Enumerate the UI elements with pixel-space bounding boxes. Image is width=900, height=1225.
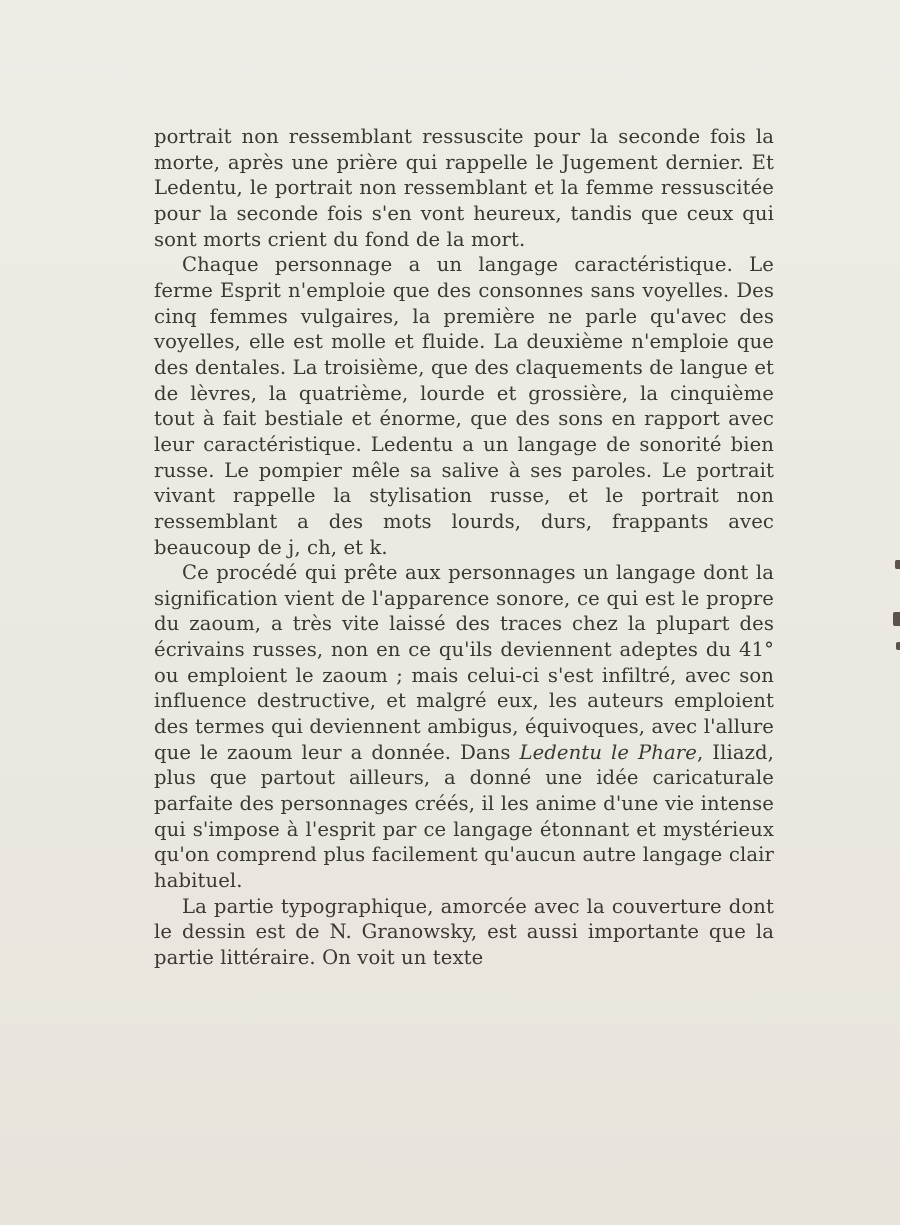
text-run: Ce procédé qui prête aux personnages un langage dont la signification vient de l'apparence sonore, ce qui est le propre du zaoum, a très vite laissé des traces chez la plupart des écrivains russes, non en ce qu'ils deviennent adeptes du 41° ou emploient le zaoum ; mais celui-ci s'est infiltré, avec son influence destructive, et malgré eux, les auteurs emploient des termes qui deviennent ambigus, équivoques, avec l'allure que le zaoum leur a donnée. Dans bbox=[154, 561, 774, 764]
paragraph bbox=[154, 252, 774, 560]
text-run: , Iliazd, plus que partout ailleurs, a donné une idée caricaturale parfaite des personnages créés, il les anime d'une vie intense qui s'impose à l'esprit par ce langage étonnant et mystérieux qu'on comprend plus facilement qu'aucun autre langage clair habituel. bbox=[154, 740, 774, 893]
page-edge-mark bbox=[893, 612, 900, 626]
paragraph bbox=[154, 124, 774, 252]
text-run: portrait non ressemblant ressuscite pour la seconde fois la morte, après une prière qui rappelle le Jugement dernier. Et Ledentu, le portrait non ressemblant et la femme ressuscitée pour la seconde fois s'en vont heureux, tandis que ceux qui sont morts crient du fond de la mort. bbox=[154, 125, 774, 251]
text-run: Chaque personnage a un langage caractéristique. Le ferme Esprit n'emploie que des consonnes sans voyelles. Des cinq femmes vulgaires, la première ne parle qu'avec des voyelles, elle est molle et fluide. La deuxième n'emploie que des dentales. La troisième, que des claquements de langue et de lèvres, la quatrième, lourde et grossière, la cinquième tout à fait bestiale et énorme, que des sons en rapport avec leur caractéristique. Ledentu a un langage de sonorité bien russe. Le pompier mêle sa salive à ses paroles. Le portrait vivant rappelle la stylisation russe, et le portrait non ressemblant a des mots lourds, durs, frappants avec beaucoup de j, ch, et k. bbox=[154, 253, 774, 559]
body-text bbox=[154, 124, 774, 971]
page-edge-mark bbox=[896, 642, 900, 650]
paragraph bbox=[154, 560, 774, 894]
page-edge-mark bbox=[895, 560, 900, 569]
italic-title: Ledentu le Phare bbox=[519, 740, 697, 764]
text-run: La partie typographique, amorcée avec la couverture dont le dessin est de N. Granowsky, est aussi importante que la partie littéraire. On voit un texte bbox=[154, 894, 774, 969]
paragraph bbox=[154, 894, 774, 971]
